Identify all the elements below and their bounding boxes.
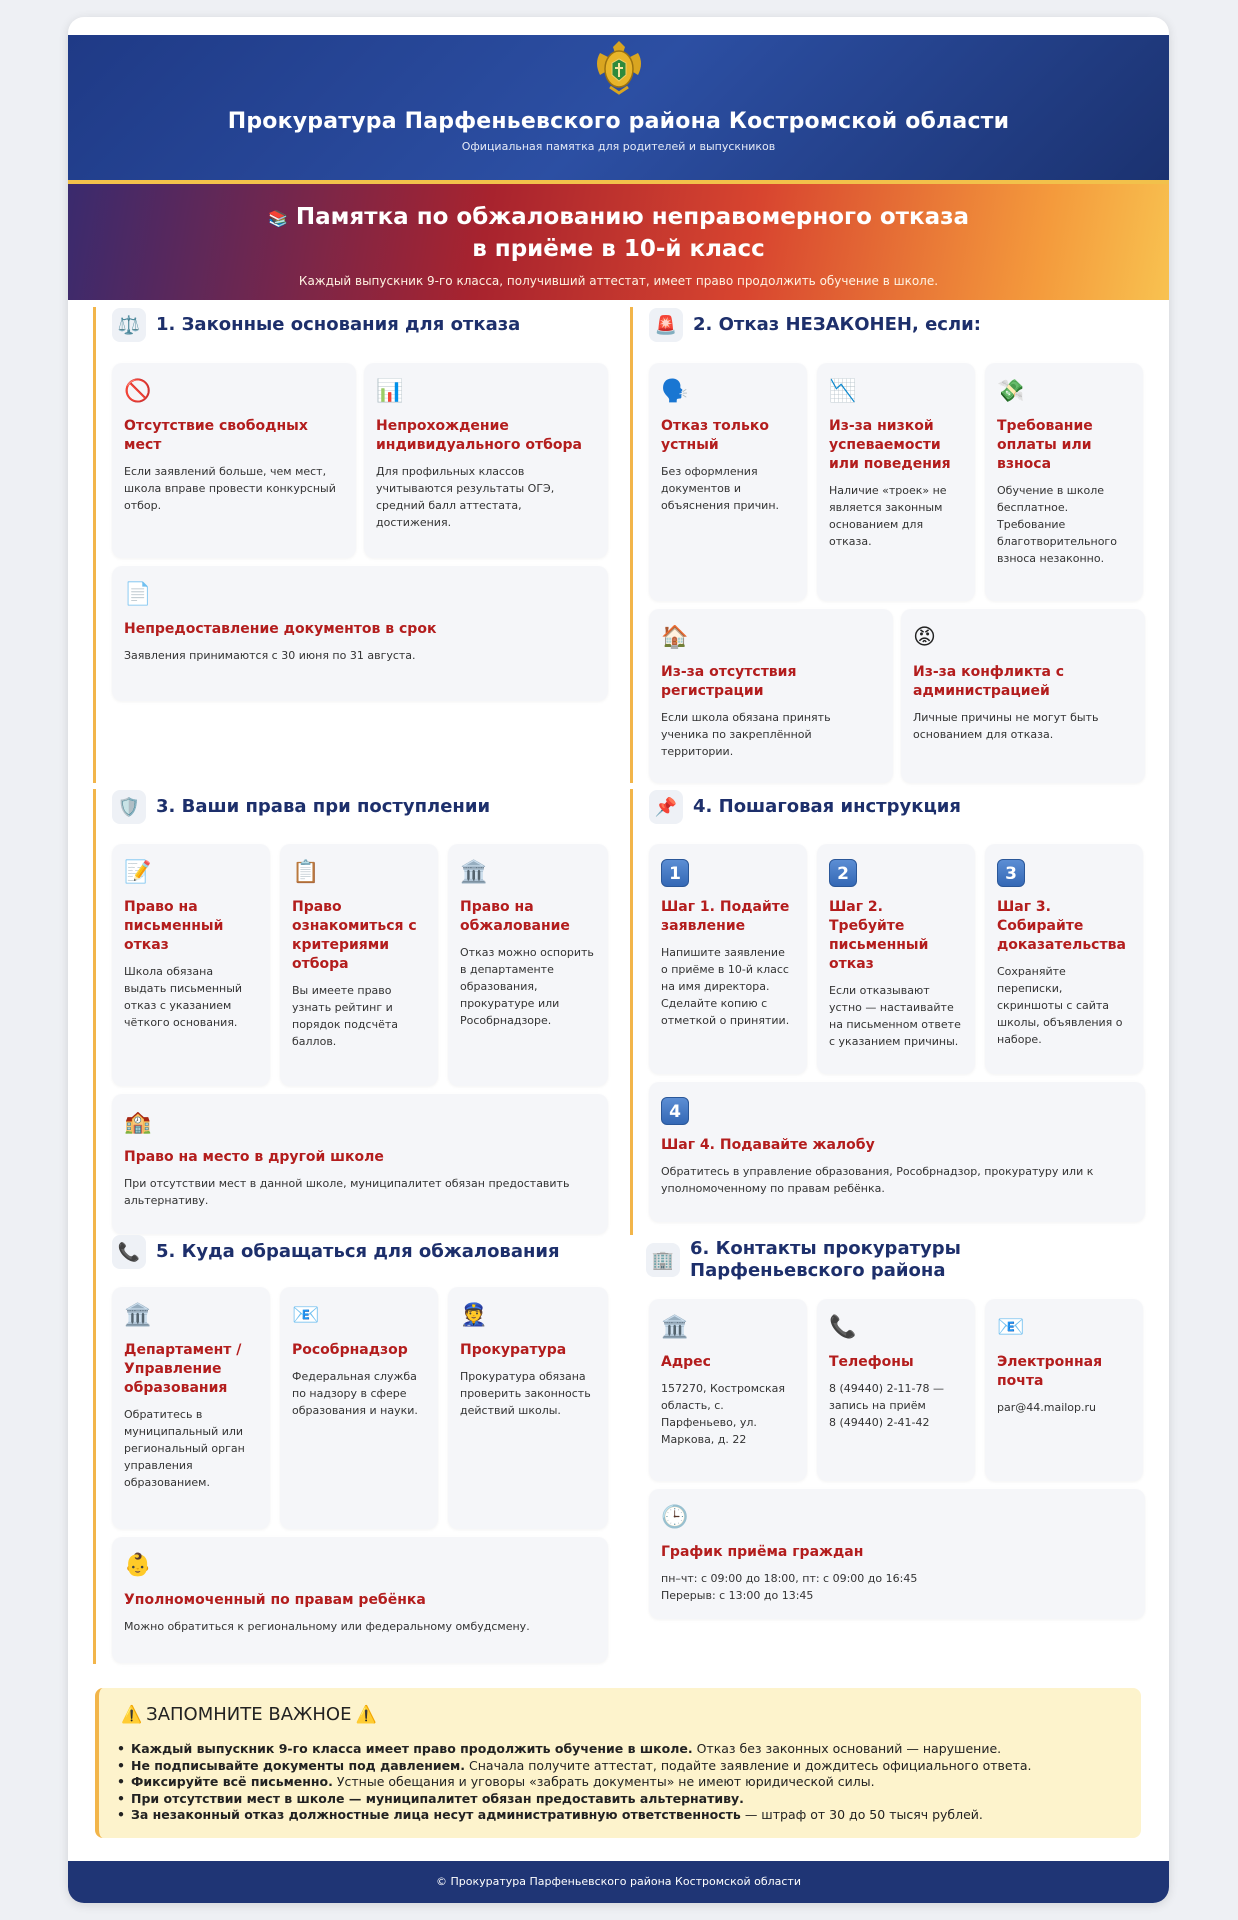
card-text: Федеральная служба по надзору в сфере образования и науки. [292,1370,418,1417]
important-title-text: ЗАПОМНИТЕ ВАЖНОЕ [146,1704,352,1725]
footer: © Прокуратура Парфеньевского района Костромской области [68,1861,1169,1903]
card-right-to-appeal [448,844,608,1086]
card-text: Напишите заявление о приёме в 10-й класс на имя директора. Сделайте копию с отметкой о принятии. [661,946,790,1027]
card-title: Шаг 4. Подавайте жалобу [661,1137,875,1153]
card-address [649,1299,807,1481]
classical-building-icon: 🏛️ [124,1303,152,1328]
card-title: Департамент / Управление образования [124,1342,242,1396]
list-item: • При отсутствии мест в школе — муниципалитет обязан предоставить альтернативу. [117,1791,1123,1808]
header [68,35,1169,184]
banner-title-line1: Памятка по обжалованию неправомерного отказа [295,204,970,230]
card-oral-refusal [649,363,807,601]
warning-icon: ⚠️ [355,1704,377,1725]
important-notice [95,1688,1141,1838]
speaking-head-icon: 🗣️ [661,379,689,404]
shield-icon: 🛡️ [112,790,146,824]
card-other-school [112,1094,608,1234]
card-title: Телефоны [829,1354,914,1370]
card-admin-conflict [901,609,1145,783]
angry-face-icon: 😡 [913,625,936,650]
section-title: 6. Контакты прокуратуры Парфеньевского района [690,1238,961,1281]
header-title: Прокуратура Парфеньевского района Костромской области [227,109,1010,134]
list-item: • За незаконный отказ должностные лица несут административную ответственность — штраф от 30 до 50 тысяч рублей. [117,1807,1123,1824]
scales-icon: ⚖️ [112,308,146,342]
card-title: Рособрнадзор [292,1342,408,1358]
header-subtitle: Официальная памятка для родителей и выпускников [461,140,776,153]
card-title: Отсутствие свободных мест [124,418,308,453]
list-item: • Фиксируйте всё письменно. Устные обещания и уговоры «забрать документы» не имеют юридической силы. [117,1774,1123,1791]
section-header [112,789,613,825]
banner-title-line2: в приёме в 10-й класс [472,236,765,262]
section-header [649,789,1150,825]
card-prosecutor [448,1287,608,1529]
card-title: Непредоставление документов в срок [124,621,437,637]
card-title: Прокуратура [460,1342,567,1358]
card-written-refusal [112,844,270,1086]
card-title: Право на обжалование [460,899,570,934]
card-title: Право на место в другой школе [124,1149,384,1165]
list-item: • Не подписывайте документы под давлением. Сначала получите аттестат, подайте заявление и дождитесь официального ответа. [117,1758,1123,1775]
section-title: 5. Куда обращаться для обжалования [156,1241,560,1262]
prohibited-icon: 🚫 [124,379,152,404]
memo-page [68,17,1169,1903]
number-1-icon: 1 [661,858,795,888]
card-step-1 [649,844,807,1074]
card-title: Электронная почта [997,1354,1103,1389]
card-text: При отсутствии мест в данной школе, муниципалитет обязан предоставить альтернативу. [124,1177,570,1207]
card-no-registration [649,609,893,783]
important-list [117,1741,1123,1824]
classical-building-icon: 🏛️ [661,1315,689,1340]
card-education-department [112,1287,270,1529]
baby-icon: 👶 [124,1553,152,1578]
banner-subtitle: Каждый выпускник 9-го класса, получивший аттестат, имеет право продолжить обучение в школе. [298,274,939,288]
card-text: Без оформления документов и объяснения причин. [661,465,780,512]
clipboard-icon: 📋 [292,860,320,885]
section-title: 4. Пошаговая инструкция [693,796,961,817]
warning-icon: ⚠️ [121,1704,143,1725]
card-step-3 [985,844,1143,1074]
clock-icon: 🕒 [661,1505,689,1530]
card-text: пн–чт: с 09:00 до 18:00, пт: с 09:00 до 16:45 Перерыв: с 13:00 до 13:45 [661,1572,918,1602]
section-header [649,307,1150,343]
card-title: Шаг 1. Подайте заявление [661,899,790,934]
card-text: Можно обратиться к региональному или федеральному омбудсмену. [124,1620,530,1633]
important-title [117,1704,1123,1725]
card-selection-criteria [280,844,438,1086]
card-text: Если отказывают устно — настаивайте на письменном ответе с указанием причины. [829,984,961,1048]
siren-icon: 🚨 [649,308,683,342]
card-title: Шаг 3. Собирайте доказательства [997,899,1126,953]
section-header [646,1234,1150,1286]
classical-building-icon: 🏛️ [460,860,488,885]
card-text: Вы имеете право узнать рейтинг и порядок подсчёта баллов. [292,984,398,1048]
school-icon: 🏫 [124,1110,152,1135]
card-documents-late [112,566,608,701]
card-text: Отказ можно оспорить в департаменте образования, прокуратуре или Рособрнадзоре. [460,946,594,1027]
card-text: Личные причины не могут быть основанием для отказа. [913,711,1099,741]
card-payment-demand [985,363,1143,601]
number-3-icon: 3 [997,858,1131,888]
card-title: Шаг 2. Требуйте письменный отказ [829,899,929,972]
section-title: 2. Отказ НЕЗАКОНЕН, если: [693,314,981,335]
envelope-icon: 📧 [292,1303,320,1328]
card-text: Обратитесь в управление образования, Рособрнадзор, прокуратуру или к уполномоченному по правам ребёнка. [661,1165,1094,1195]
card-title: Право на письменный отказ [124,899,224,953]
office-building-icon: 🏢 [646,1243,680,1277]
card-title: Из-за конфликта с администрацией [913,664,1065,699]
card-text: Прокуратура обязана проверить законность действий школы. [460,1370,591,1417]
prosecutor-emblem-icon [590,35,648,97]
police-officer-icon: 👮 [460,1303,488,1328]
number-4-icon: 4 [661,1096,1133,1126]
card-step-4 [649,1082,1145,1222]
card-low-grades [817,363,975,601]
card-email [985,1299,1143,1481]
card-text: 157270, Костромская область, с. Парфеньево, ул. Маркова, д. 22 [661,1382,786,1446]
books-icon: 📚 [267,209,288,228]
card-reception-schedule [649,1489,1145,1619]
number-2-icon: 2 [829,858,963,888]
banner-title [68,202,1169,264]
card-title: Уполномоченный по правам ребёнка [124,1592,426,1608]
section-title: 3. Ваши права при поступлении [156,796,491,817]
card-text: Для профильных классов учитываются результаты ОГЭ, средний балл аттестата, достижения. [376,465,555,529]
card-text: Обучение в школе бесплатное. Требование благотворительного взноса незаконно. [997,484,1117,565]
telephone-icon: 📞 [112,1235,146,1269]
card-title: Отказ только устный [661,418,769,453]
card-text: Школа обязана выдать письменный отказ с указанием чёткого основания. [124,965,243,1029]
card-rosobrnadzor [280,1287,438,1529]
card-title: Из-за отсутствия регистрации [661,664,797,699]
card-text: Наличие «троек» не является законным основанием для отказа. [829,484,947,548]
card-no-free-places [112,363,356,558]
hero-banner [68,184,1169,300]
house-icon: 🏠 [661,625,689,650]
email-link[interactable]: par@44.mailop.ru [997,1401,1097,1414]
card-title: Непрохождение индивидуального отбора [376,418,582,453]
envelope-icon: 📧 [997,1315,1025,1340]
memo-icon: 📝 [124,860,152,885]
telephone-receiver-icon: 📞 [829,1315,857,1340]
card-text: Если заявлений больше, чем мест, школа вправе провести конкурсный отбор. [124,465,336,512]
card-child-ombudsman [112,1537,608,1663]
money-wings-icon: 💸 [997,379,1025,404]
card-text: Обратитесь в муниципальный или региональный орган управления образованием. [124,1408,245,1489]
card-text: Если школа обязана принять ученика по закреплённой территории. [661,711,831,758]
section-title: 1. Законные основания для отказа [156,314,521,335]
document-icon: 📄 [124,582,152,607]
card-no-individual-selection [364,363,608,558]
section-header [112,307,613,343]
pushpin-icon: 📌 [649,790,683,824]
card-title: Право ознакомиться с критериями отбора [292,899,417,972]
card-title: График приёма граждан [661,1544,864,1560]
card-text: Сохраняйте переписки, скриншоты с сайта школы, объявления о наборе. [997,965,1123,1046]
card-title: Адрес [661,1354,711,1370]
bar-chart-icon: 📊 [376,379,404,404]
card-text: Заявления принимаются с 30 июня по 31 августа. [124,649,416,662]
section-header [112,1234,613,1270]
card-step-2 [817,844,975,1074]
list-item: • Каждый выпускник 9-го класса имеет право продолжить обучение в школе. Отказ без законных оснований — нарушение. [117,1741,1123,1758]
card-phones [817,1299,975,1481]
card-text[interactable]: 8 (49440) 2-11-78 — запись на приём 8 (49440) 2-41-42 [829,1382,944,1429]
chart-decreasing-icon: 📉 [829,379,857,404]
card-title: Требование оплаты или взноса [997,418,1093,472]
card-title: Из-за низкой успеваемости или поведения [829,418,951,472]
